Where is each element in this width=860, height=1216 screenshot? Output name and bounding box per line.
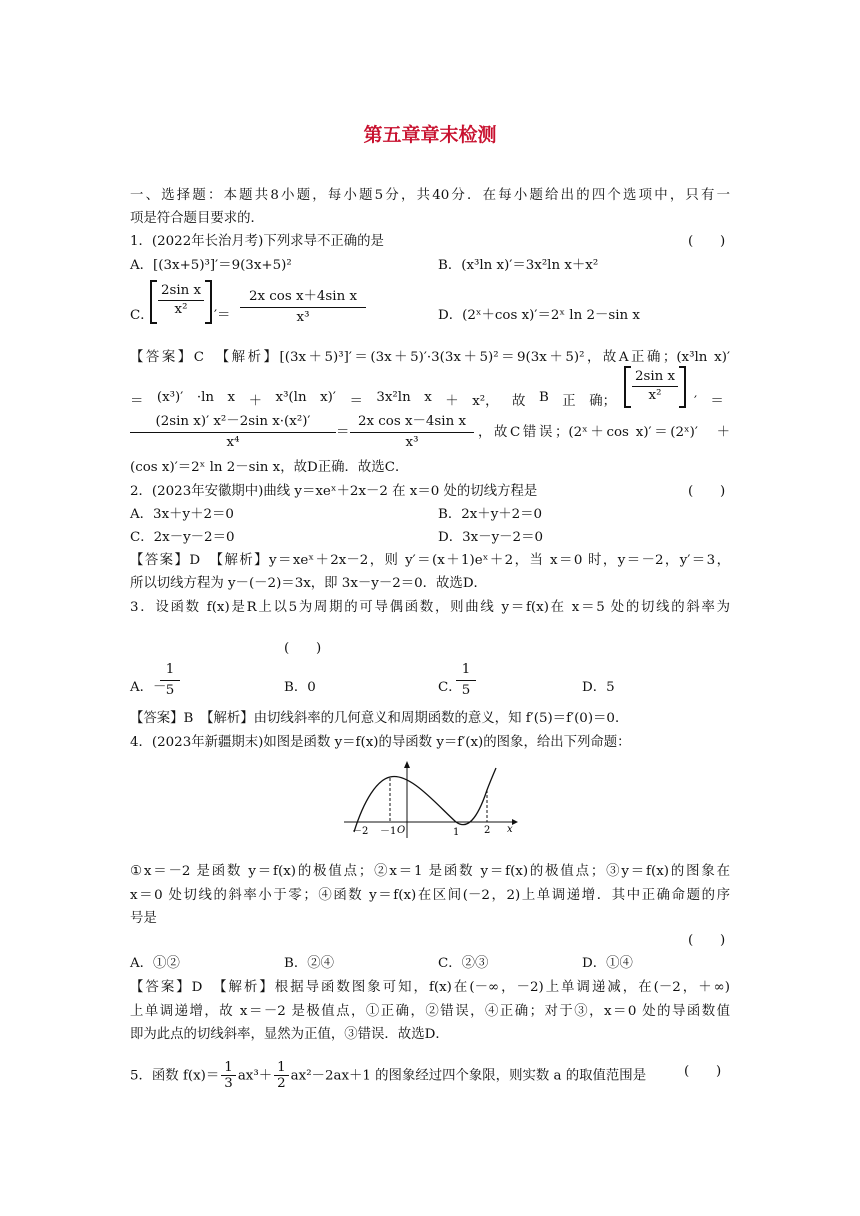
q1-option-c-equals: ′＝ — [214, 308, 231, 323]
q4-answer-line2: 上单调递增，故 x＝－2 是极值点，①正确，②错误，④正确；对于③，x＝0 处的导函数值 — [130, 1004, 730, 1019]
q1-option-c-rhs-denominator: x³ — [296, 310, 310, 325]
q1-stem: 1．(2022年长治月考)下列求导不正确的是 — [130, 234, 384, 249]
q3-answer-paren: ( ) — [284, 641, 322, 656]
label-neg1: －1 — [380, 826, 397, 837]
q2-stem: 2．(2023年安徽期中)曲线 y＝xeˣ＋2x－2 在 x＝0 处的切线方程是 — [130, 484, 538, 499]
q1-option-d: D．(2ˣ＋cos x)′＝2ˣ ln 2－sin x — [438, 308, 640, 323]
q4-stem: 4．(2023年新疆期末)如图是函数 y＝f(x)的导函数 y＝f′(x)的图象，给出下列命题： — [130, 735, 631, 750]
label-origin: O — [397, 825, 406, 836]
q1-answer-bracket: 2sin x x² — [624, 366, 686, 408]
q5-term2: ax²－2ax＋1 的图象经过四个象限，则实数 a 的取值范围是 — [290, 1068, 647, 1084]
q1-option-c-rhs-numerator: 2x cos x＋4sin x — [240, 287, 366, 308]
q3-stem: 3．设函数 f(x)是R上以5为周期的可导偶函数，则曲线 y＝f(x)在 x＝5 处的切线的斜率为 — [130, 600, 730, 615]
q4-text-line3: 号是 — [130, 911, 157, 926]
q1-answer-line2-tail: ′ ＝ — [694, 394, 724, 409]
q4-option-c: C．②③ — [438, 956, 489, 971]
derivative-graph — [342, 760, 522, 840]
x-axis-arrow — [512, 819, 518, 825]
q1-option-c-bracket — [150, 280, 212, 324]
q4-text-line1: ①x＝－2 是函数 y＝f(x)的极值点；②x＝1 是函数 y＝f(x)的极值点；③y＝f(x)的图象在 — [130, 864, 730, 879]
q5-stem — [130, 1060, 646, 1092]
q5-term1: ax³＋ — [237, 1068, 273, 1084]
q4-answer-line1: 【答案】D 【解析】根据导函数图象可知，f(x)在(－∞，－2)上单调递减，在(－2，＋∞) — [130, 980, 730, 995]
q3-answer-line1: 【答案】B 【解析】由切线斜率的几何意义和周期函数的意义，知 f′(5)＝f′(0)＝0． — [130, 711, 629, 726]
q1-answer-fraction1 — [130, 412, 336, 453]
q1-option-a: A．[(3x+5)³]′＝9(3x+5)² — [130, 258, 292, 273]
q1-option-c-numerator: 2sin x — [158, 282, 204, 301]
q1-answer-fraction1-denominator: x⁴ — [226, 435, 240, 450]
q1-answer-line3-tail: ，故C错误；(2ˣ＋cos x)′＝(2ˣ)′ ＋ — [478, 425, 730, 440]
q4-option-a: A．①② — [130, 956, 180, 971]
q1-answer-fraction2 — [350, 412, 474, 453]
q4-answer-paren: ( ) — [688, 933, 726, 948]
q1-answer-fraction1-numerator: (2sin x)′ x²－2sin x·(x²)′ — [130, 412, 336, 433]
q2-option-b: B．2x＋y＋2＝0 — [438, 507, 543, 522]
q4-text-line2: x＝0 处切线的斜率小于零；④函数 y＝f(x)在区间(－2，2)上单调递增．其中正确命题的序 — [130, 888, 730, 903]
q1-answer-fraction2-numerator: 2x cos x－4sin x — [350, 412, 474, 433]
q3-option-d: D．5 — [582, 680, 615, 695]
q1-answer-line4: (cos x)′＝2ˣ ln 2－sin x，故D正确．故选C． — [130, 460, 409, 475]
q5-prefix: 5．函数 f(x)＝ — [130, 1068, 220, 1084]
label-two: 2 — [484, 825, 491, 836]
section-instructions-line2: 项是符合题目要求的． — [130, 211, 264, 226]
q1-answer-paren: ( ) — [688, 234, 726, 249]
q4-option-d: D．①④ — [582, 956, 633, 971]
q5-answer-paren: ( ) — [684, 1064, 722, 1079]
q2-answer-line1: 【答案】D 【解析】y＝xeˣ＋2x－2，则 y′＝(x＋1)eˣ＋2，当 x＝0 时，y＝－2，y′＝3， — [130, 553, 730, 568]
label-one: 1 — [453, 827, 460, 838]
q1-answer-fraction2-denominator: x³ — [405, 435, 419, 450]
q3-option-b: B．0 — [284, 680, 316, 695]
q1-answer-line2: ＝ (x³)′ ·ln x ＋ x³(ln x)′ ＝ 3x²ln x ＋ x²， 故 B 正 确； — [130, 390, 616, 409]
q5-fraction1: $\frac{1}{3}$ — [221, 1060, 236, 1092]
q3-option-a-fraction: 1 5 — [160, 660, 180, 701]
page-title: 第五章章末检测 — [363, 124, 497, 146]
q4-answer-line3: 即为此点的切线斜率，显然为正值，③错误．故选D． — [130, 1027, 449, 1042]
q5-fraction2: $\frac{1}{2}$ — [274, 1060, 289, 1092]
q2-answer-line2: 所以切线方程为 y－(－2)＝3x，即 3x－y－2＝0．故选D． — [130, 576, 487, 591]
y-axis-arrow — [404, 761, 410, 768]
q1-option-c-label: C． — [130, 308, 154, 323]
label-x: x — [507, 824, 513, 835]
q2-option-d: D．3x－y－2＝0 — [438, 530, 543, 545]
q2-option-c: C．2x－y－2＝0 — [130, 530, 235, 545]
q2-option-a: A．3x＋y＋2＝0 — [130, 507, 234, 522]
q2-answer-paren: ( ) — [688, 484, 726, 499]
q3-option-a-label: A．－ — [130, 680, 167, 695]
q1-answer-equals: ＝ — [336, 425, 350, 440]
q1-option-c-rhs — [240, 287, 366, 328]
q3-option-c-label: C． — [438, 680, 462, 695]
q1-option-c-denominator: x² — [174, 302, 188, 317]
q3-option-c-fraction: 1 5 — [456, 660, 476, 701]
label-neg2: －2 — [352, 826, 369, 837]
q4-option-b: B．②④ — [284, 956, 335, 971]
q1-answer-line1: 【答案】C 【解析】[(3x＋5)³]′＝(3x＋5)′·3(3x＋5)²＝9(3x＋5)²，故A正确；(x³ln x)′ — [130, 350, 730, 365]
section-instructions-line1: 一、选择题：本题共8小题，每小题5分，共40分．在每小题给出的四个选项中，只有一 — [130, 188, 730, 203]
q1-option-b: B．(x³ln x)′＝3x²ln x＋x² — [438, 258, 599, 273]
